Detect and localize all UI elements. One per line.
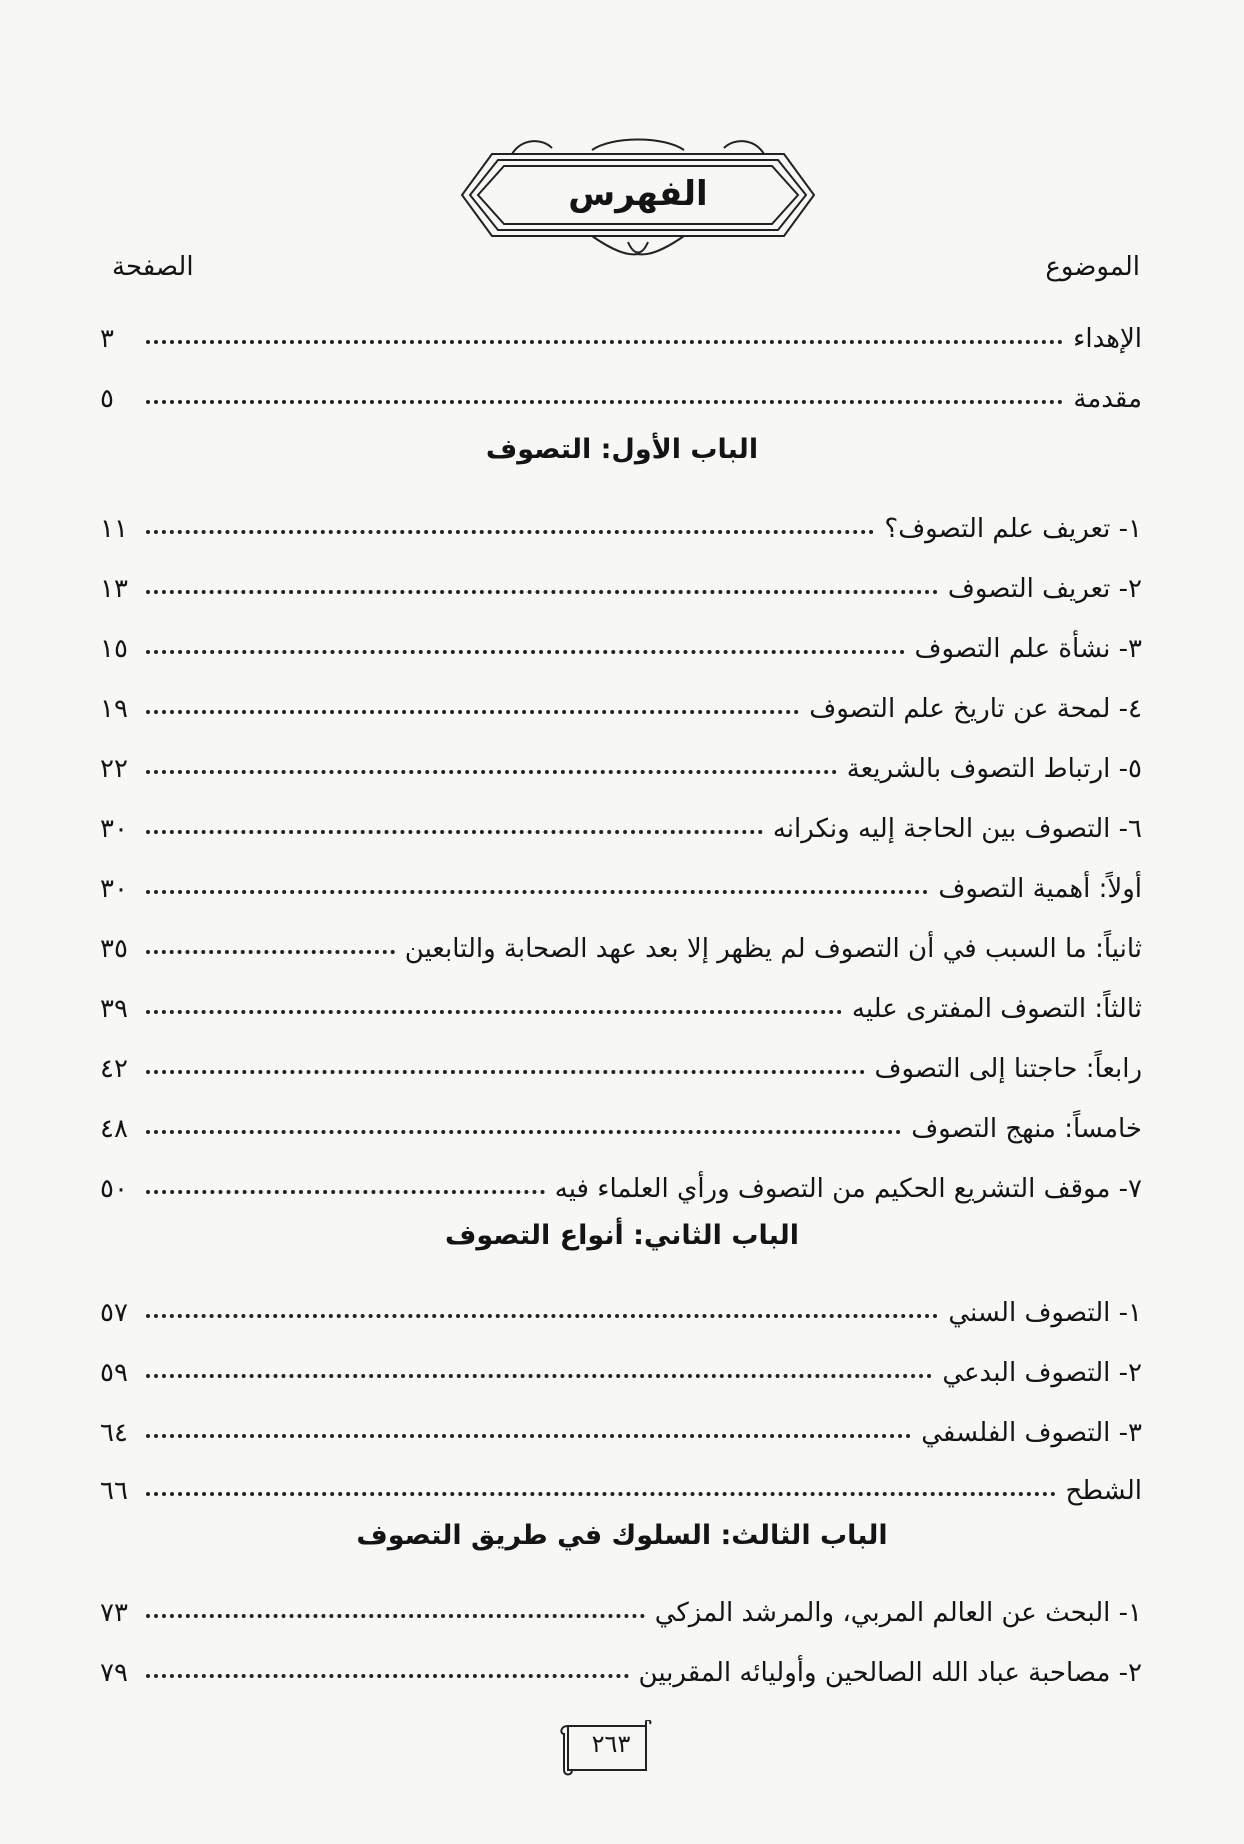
page-number: ٢٦٣ <box>591 1730 631 1758</box>
page-number-scroll <box>556 1720 656 1770</box>
dot-leader <box>146 1674 629 1678</box>
entry-label: ١- تعريف علم التصوف؟ <box>884 514 1142 544</box>
toc-entry <box>100 680 1142 724</box>
entry-label: خامساً: منهج التصوف <box>911 1114 1142 1144</box>
entry-page: ٣٥ <box>100 934 128 964</box>
entry-page: ١٩ <box>100 694 128 724</box>
entry-page: ٧٩ <box>100 1658 128 1688</box>
entry-label: ٣- نشأة علم التصوف <box>914 634 1142 664</box>
entry-label: ١- التصوف السني <box>948 1298 1142 1328</box>
entry-label: ٢- التصوف البدعي <box>942 1358 1142 1388</box>
entry-page: ٥٠ <box>100 1174 128 1204</box>
entry-page: ٣٠ <box>100 814 128 844</box>
dot-leader <box>146 1314 938 1318</box>
entry-label: ٢- تعريف التصوف <box>947 574 1142 604</box>
entry-label: ٣- التصوف الفلسفي <box>921 1418 1142 1448</box>
dot-leader <box>146 340 1063 344</box>
entry-page: ٧٣ <box>100 1598 128 1628</box>
page-title: الفهرس <box>568 174 708 214</box>
dot-leader <box>146 1130 901 1134</box>
toc-entry <box>100 1644 1142 1688</box>
dot-leader <box>146 830 763 834</box>
toc-entry <box>100 1100 1142 1144</box>
dot-leader <box>146 1010 842 1014</box>
entry-page: ٣ <box>100 324 114 354</box>
dot-leader <box>146 1614 645 1618</box>
toc-entry <box>100 920 1142 964</box>
page-column-header: الصفحة <box>112 252 194 282</box>
entry-label: ثانياً: ما السبب في أن التصوف لم يظهر إلا بعد عهد الصحابة والتابعين <box>404 934 1142 964</box>
entry-label: رابعاً: حاجتنا إلى التصوف <box>874 1054 1142 1084</box>
entry-page: ٦٤ <box>100 1418 128 1448</box>
dot-leader <box>146 1190 545 1194</box>
dot-leader <box>146 590 938 594</box>
dot-leader <box>146 950 395 954</box>
dot-leader <box>146 710 799 714</box>
toc-entry <box>100 980 1142 1024</box>
entry-page: ٥ <box>100 384 114 414</box>
entry-label: الشطح <box>1065 1476 1142 1506</box>
entry-label: الإهداء <box>1073 324 1142 354</box>
toc-entry <box>100 370 1142 414</box>
entry-label: ٤- لمحة عن تاريخ علم التصوف <box>809 694 1142 724</box>
entry-label: ٧- موقف التشريع الحكيم من التصوف ورأي العلماء فيه <box>554 1174 1142 1204</box>
entry-page: ٢٢ <box>100 754 128 784</box>
dot-leader <box>146 1070 865 1074</box>
entry-label: ٥- ارتباط التصوف بالشريعة <box>846 754 1142 784</box>
toc-entry <box>100 1344 1142 1388</box>
toc-entry <box>100 1584 1142 1628</box>
entry-page: ٥٩ <box>100 1358 128 1388</box>
entry-page: ٥٧ <box>100 1298 128 1328</box>
toc-entry <box>100 1040 1142 1084</box>
dot-leader <box>146 1434 911 1438</box>
toc-entry <box>100 500 1142 544</box>
toc-entry <box>100 860 1142 904</box>
entry-page: ١٣ <box>100 574 128 604</box>
dot-leader <box>146 1374 932 1378</box>
entry-page: ٣٠ <box>100 874 128 904</box>
entry-page: ١٥ <box>100 634 128 664</box>
toc-entry <box>100 1284 1142 1328</box>
section-heading: الباب الثالث: السلوك في طريق التصوف <box>356 1520 888 1551</box>
toc-entry <box>100 800 1142 844</box>
dot-leader <box>146 650 905 654</box>
section-heading: الباب الأول: التصوف <box>485 434 759 465</box>
toc-entry <box>100 620 1142 664</box>
entry-page: ٦٦ <box>100 1476 128 1506</box>
entry-label: ١- البحث عن العالم المربي، والمرشد المزكي <box>654 1598 1142 1628</box>
title-ornament-frame <box>452 132 824 258</box>
entry-label: أولاً: أهمية التصوف <box>938 874 1142 904</box>
toc-entry <box>100 1462 1142 1506</box>
toc-entry <box>100 310 1142 354</box>
dot-leader <box>146 770 837 774</box>
topic-column-header: الموضوع <box>1045 252 1140 282</box>
dot-leader <box>146 890 928 894</box>
entry-page: ٤٨ <box>100 1114 128 1144</box>
entry-label: ٦- التصوف بين الحاجة إليه ونكرانه <box>772 814 1142 844</box>
dot-leader <box>146 530 874 534</box>
entry-page: ٣٩ <box>100 994 128 1024</box>
entry-page: ١١ <box>100 514 128 544</box>
dot-leader <box>146 400 1063 404</box>
section-heading: الباب الثاني: أنواع التصوف <box>444 1220 800 1251</box>
toc-entry <box>100 1404 1142 1448</box>
dot-leader <box>146 1492 1056 1496</box>
entry-label: مقدمة <box>1073 384 1142 414</box>
entry-page: ٤٢ <box>100 1054 128 1084</box>
entry-label: ٢- مصاحبة عباد الله الصالحين وأوليائه المقربين <box>638 1658 1142 1688</box>
toc-entry <box>100 1160 1142 1204</box>
toc-entry <box>100 740 1142 784</box>
toc-entry <box>100 560 1142 604</box>
entry-label: ثالثاً: التصوف المفترى عليه <box>851 994 1142 1024</box>
